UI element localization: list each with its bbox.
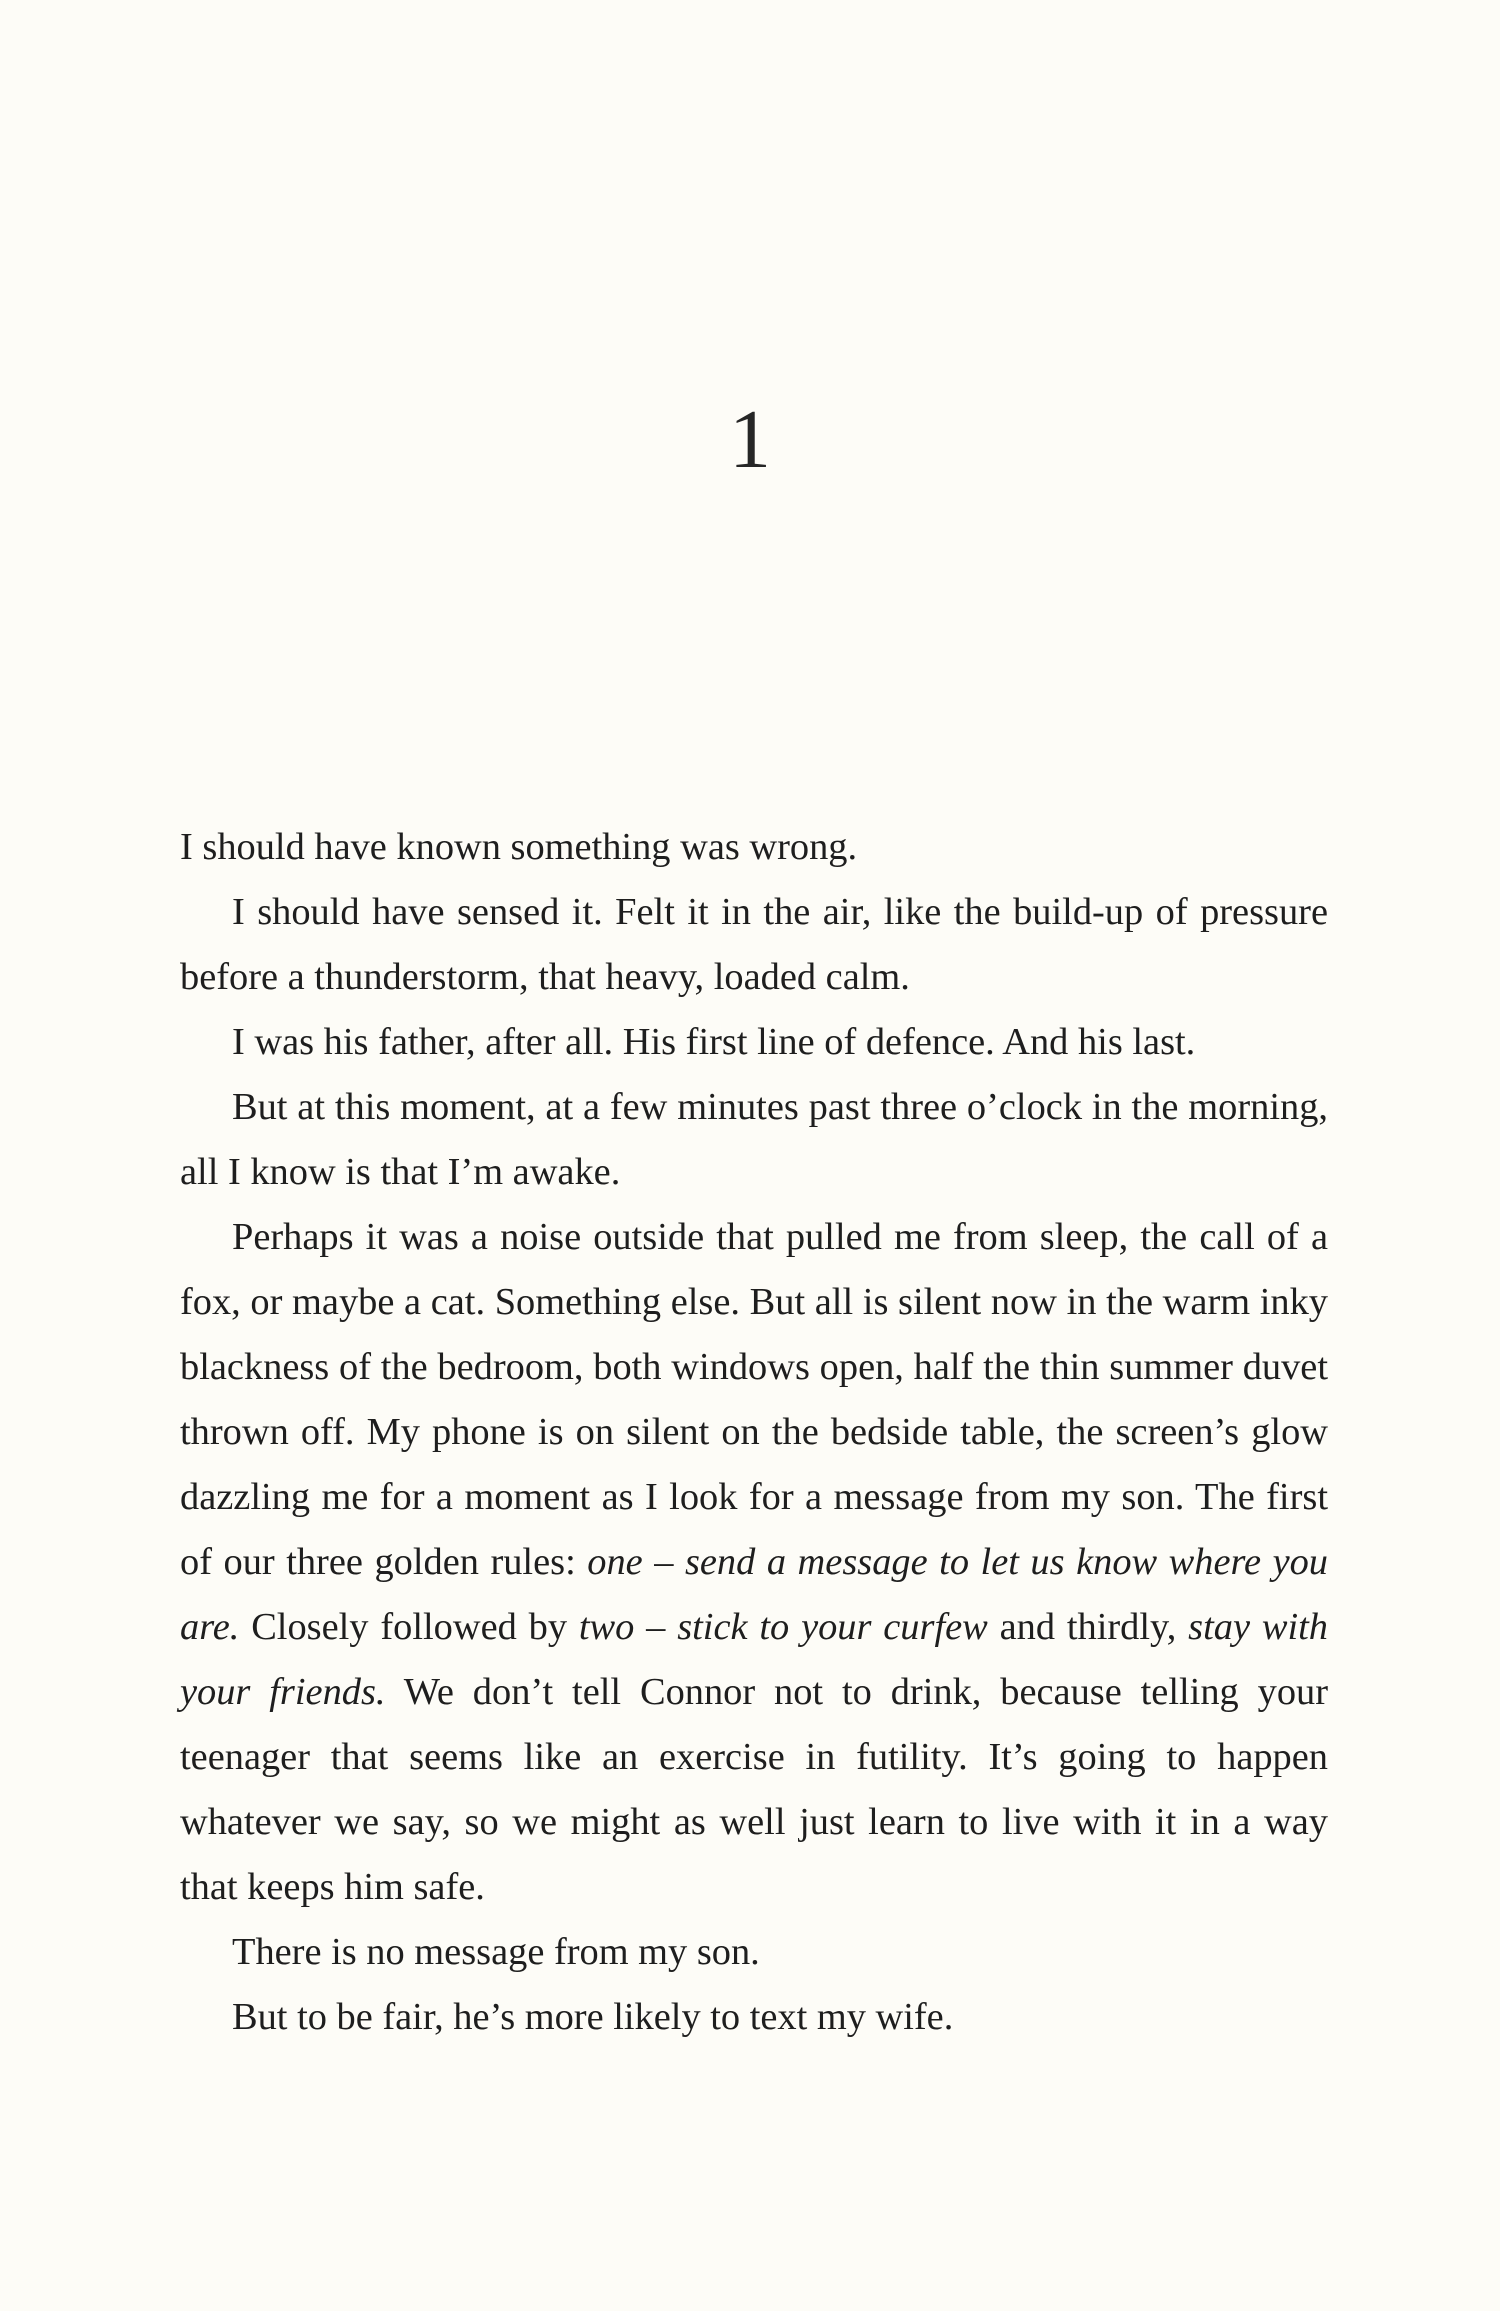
chapter-number: 1	[729, 393, 771, 486]
paragraph: I was his father, after all. His first line of defence. And his last.	[232, 1021, 1196, 1063]
paragraph: I should have sensed it. Felt it in the air, like the build-up of pressure before a thunderstorm, that heavy, loaded calm.	[180, 891, 1328, 998]
paragraph: There is no message from my son.	[232, 1931, 760, 1973]
paragraph-italic-text: stay with your friends.	[180, 1606, 1328, 1713]
paragraph-text: We don’t tell Connor not to drink, because telling your teenager that seems like an exercise in futility. It’s going to happen whatever we say, so we might as well just learn to live with it in a way that keeps him safe.	[180, 1671, 1328, 1908]
paragraph-italic-text: one – send a message to let us know where you are.	[180, 1541, 1328, 1648]
paragraph-italic-text: two – stick to your curfew	[578, 1606, 988, 1648]
paragraph: But at this moment, at a few minutes past three o’clock in the morning, all I know is that I’m awake.	[180, 1086, 1328, 1193]
paragraph: I should have known something was wrong.	[180, 826, 858, 868]
chapter-body	[180, 815, 1328, 2050]
paragraph-text: and thirdly,	[987, 1606, 1189, 1648]
paragraph: But to be fair, he’s more likely to text my wife.	[232, 1996, 954, 2038]
paragraph-text: Closely followed by	[239, 1606, 579, 1648]
paragraph-text: Perhaps it was a noise outside that pulled me from sleep, the call of a fox, or maybe a cat. Something else. But all is silent now in the warm inky blackness of the bedroom, both windows open, half the thin summer duvet thrown off. My phone is on silent on the bedside table, the screen’s glow dazzling me for a moment as I look for a message from my son. The first of our three golden rules:	[180, 1216, 1328, 1583]
paragraph	[180, 1205, 1328, 1920]
